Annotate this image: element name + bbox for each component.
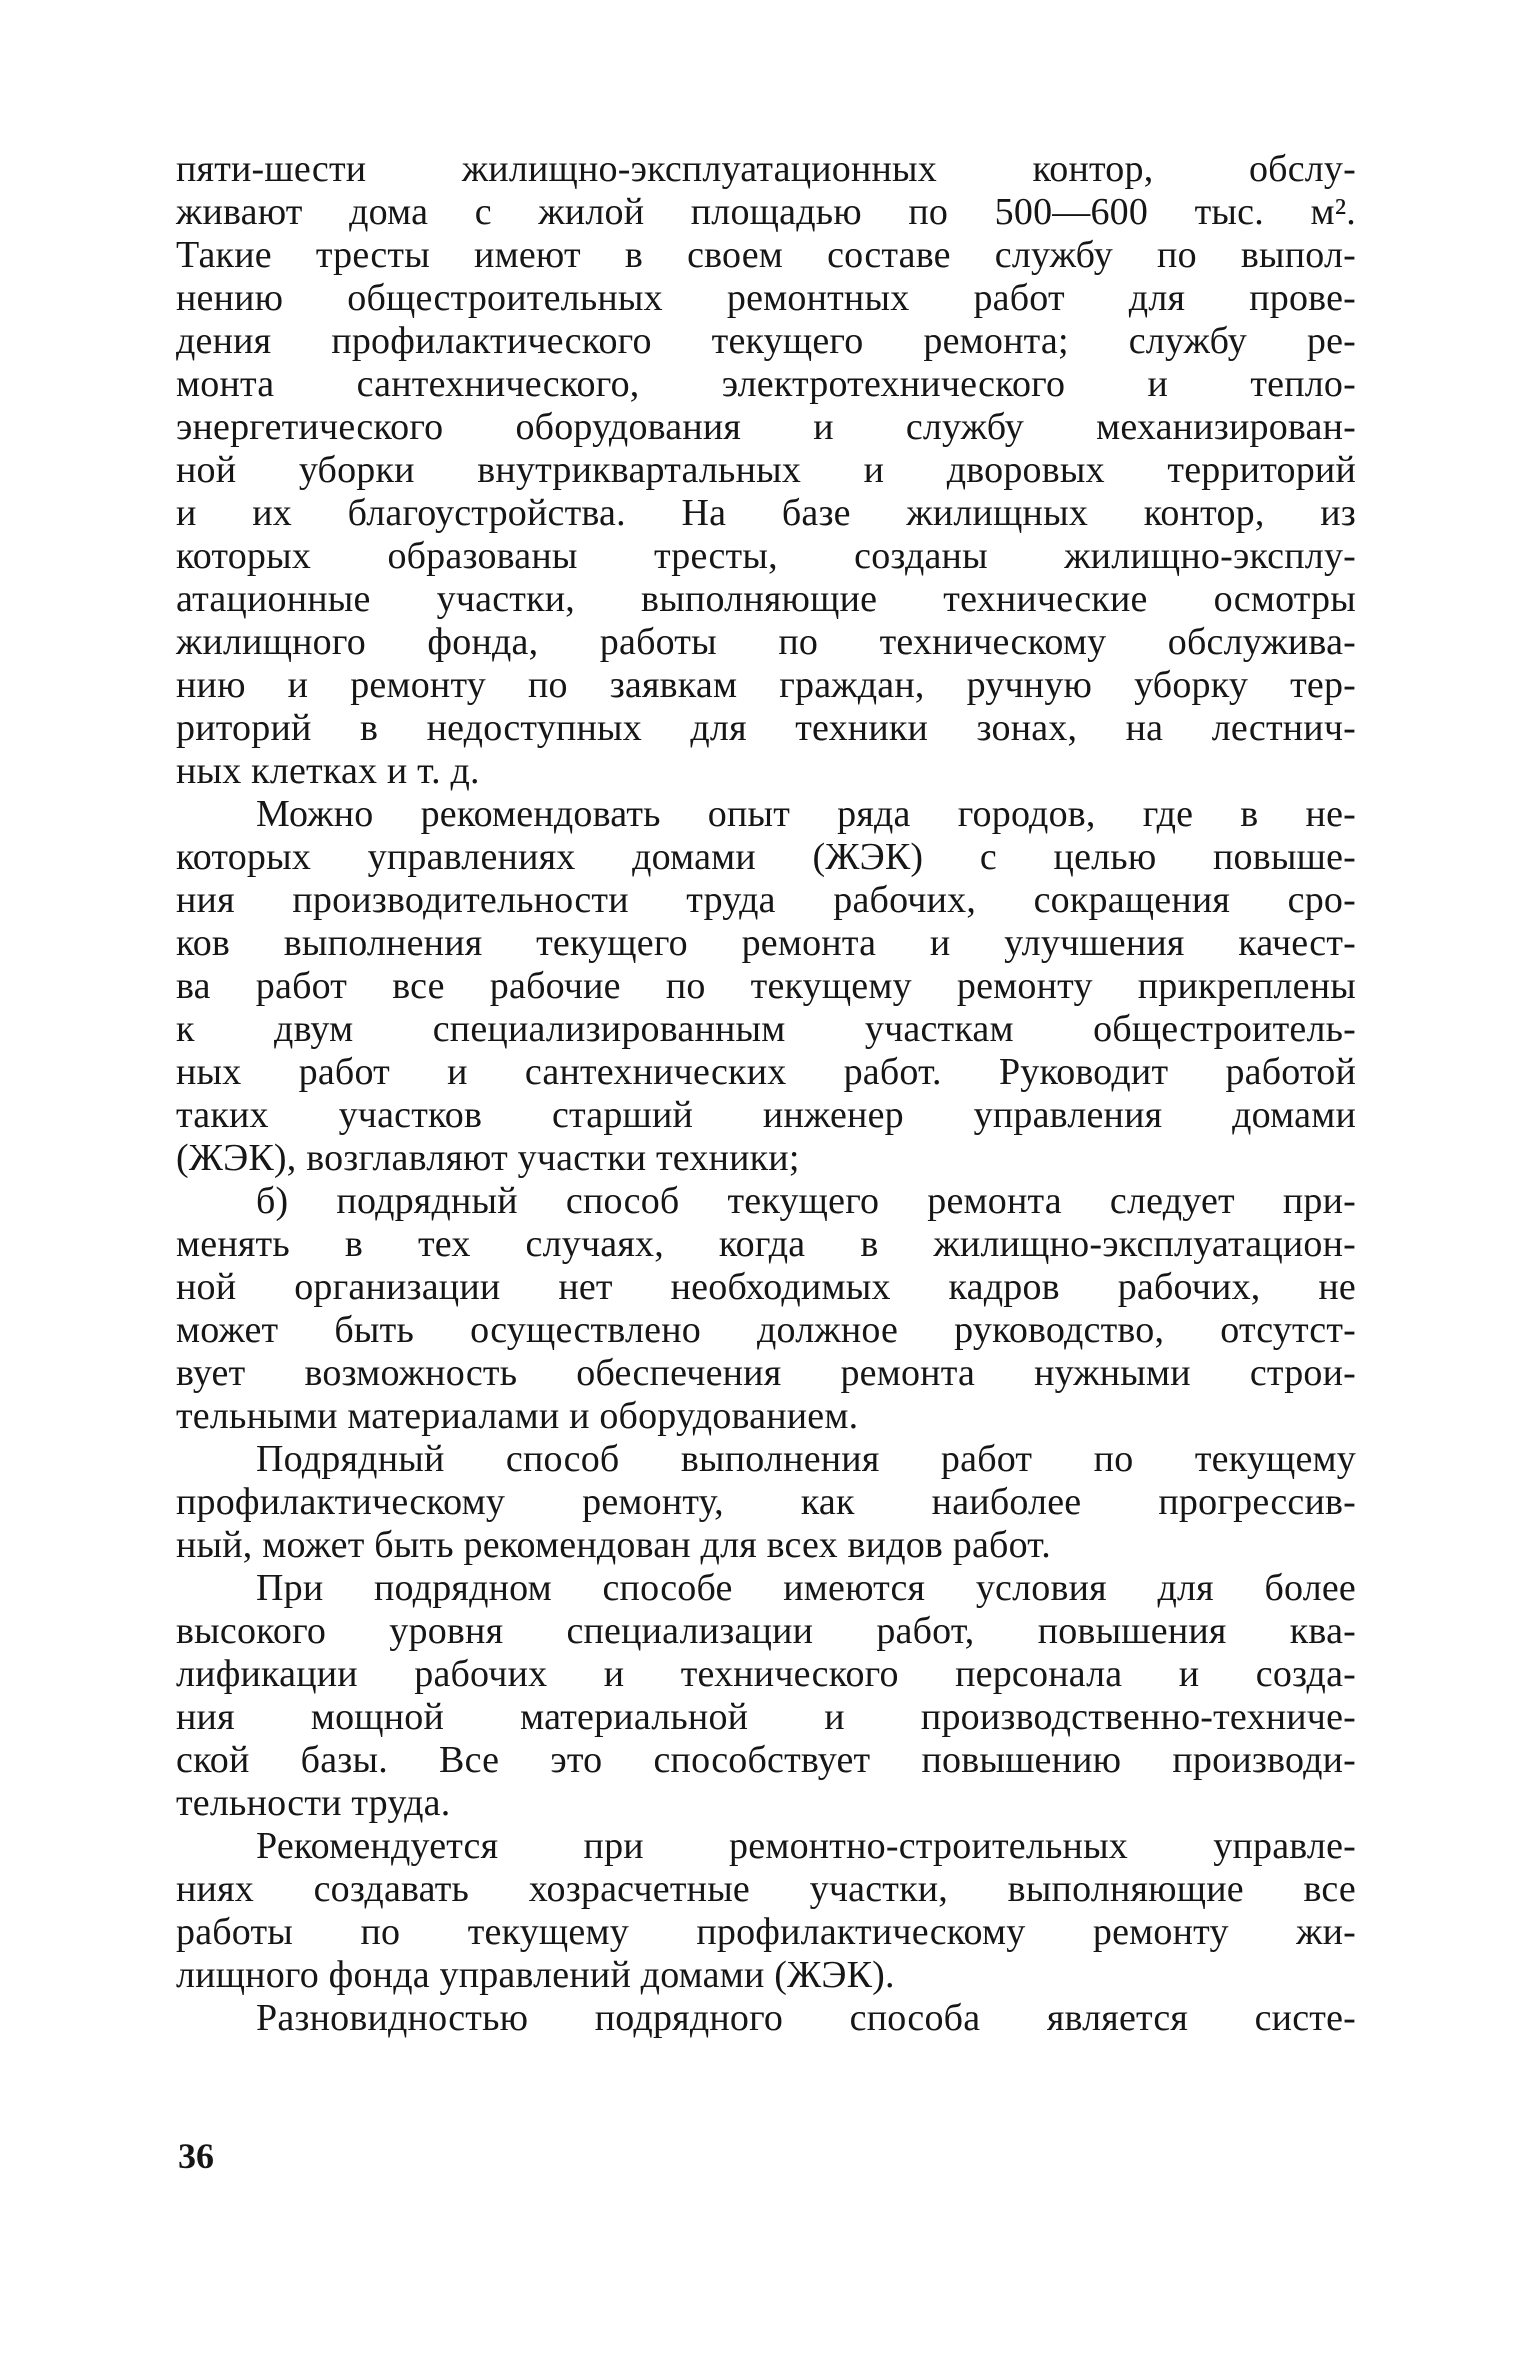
paragraph-start-line: Рекомендуется при ремонтно-строительных управле- [256, 1825, 1356, 1867]
paragraph-start-line: б) подрядный способ текущего ремонта следует при- [256, 1180, 1356, 1222]
text-line: ный, может быть рекомендован для всех видов работ. [176, 1524, 1051, 1566]
text-line: нию и ремонту по заявкам граждан, ручную уборку тер- [176, 664, 1356, 706]
paragraph-start-line: Подрядный способ выполнения работ по текущему [256, 1438, 1356, 1480]
paragraph-start-line: Можно рекомендовать опыт ряда городов, где в не- [256, 793, 1356, 835]
text-line: атационные участки, выполняющие технические осмотры [176, 578, 1356, 620]
text-line: дения профилактического текущего ремонта; службу ре- [176, 320, 1356, 362]
text-line: тельными материалами и оборудованием. [176, 1395, 859, 1437]
page-number: 36 [178, 2136, 214, 2176]
text-line: профилактическому ремонту, как наиболее прогрессив- [176, 1481, 1356, 1523]
text-line: лищного фонда управлений домами (ЖЭК). [176, 1954, 895, 1996]
text-line: к двум специализированным участкам общестроитель- [176, 1008, 1356, 1050]
text-line: риторий в недоступных для техники зонах, на лестнич- [176, 707, 1356, 749]
text-line: лификации рабочих и технического персонала и созда- [176, 1653, 1356, 1695]
text-line: живают дома с жилой площадью по 500—600 тыс. м². [176, 191, 1356, 233]
text-line: ной уборки внутриквартальных и дворовых территорий [176, 449, 1356, 491]
text-line: может быть осуществлено должное руководство, отсутст- [176, 1309, 1356, 1351]
text-line: ва работ все рабочие по текущему ремонту прикреплены [176, 965, 1356, 1007]
text-line: вует возможность обеспечения ремонта нужными строи- [176, 1352, 1356, 1394]
text-line: ных работ и сантехнических работ. Руководит работой [176, 1051, 1356, 1093]
text-line: ков выполнения текущего ремонта и улучшения качест- [176, 922, 1356, 964]
text-line: высокого уровня специализации работ, повышения ква- [176, 1610, 1356, 1652]
text-line: энергетического оборудования и службу механизирован- [176, 406, 1356, 448]
text-line: пяти-шести жилищно-эксплуатационных контор, обслу- [176, 148, 1356, 190]
text-line: которых управлениях домами (ЖЭК) с целью повыше- [176, 836, 1356, 878]
text-line: ской базы. Все это способствует повышению производи- [176, 1739, 1356, 1781]
text-line: которых образованы тресты, созданы жилищно-эксплу- [176, 535, 1356, 577]
text-line: монта сантехнического, электротехнического и тепло- [176, 363, 1356, 405]
text-line: ниях создавать хозрасчетные участки, выполняющие все [176, 1868, 1356, 1910]
text-line: таких участков старший инженер управления домами [176, 1094, 1356, 1136]
text-line: и их благоустройства. На базе жилищных контор, из [176, 492, 1356, 534]
paragraph-start-line: Разновидностью подрядного способа является систе- [256, 1997, 1356, 2039]
text-line: ния мощной материальной и производственно-техниче- [176, 1696, 1356, 1738]
text-line: (ЖЭК), возглавляют участки техники; [176, 1137, 800, 1179]
text-line: нению общестроительных ремонтных работ для прове- [176, 277, 1356, 319]
page-body [176, 148, 1356, 2040]
text-line: ных клетках и т. д. [176, 750, 480, 792]
text-line: работы по текущему профилактическому ремонту жи- [176, 1911, 1356, 1953]
paragraph-start-line: При подрядном способе имеются условия для более [256, 1567, 1356, 1609]
text-line: Такие тресты имеют в своем составе службу по выпол- [176, 234, 1356, 276]
text-line: тельности труда. [176, 1782, 451, 1824]
text-line: менять в тех случаях, когда в жилищно-эксплуатацион- [176, 1223, 1356, 1265]
text-line: жилищного фонда, работы по техническому обслужива- [176, 621, 1356, 663]
text-line: ния производительности труда рабочих, сокращения сро- [176, 879, 1356, 921]
text-line: ной организации нет необходимых кадров рабочих, не [176, 1266, 1356, 1308]
